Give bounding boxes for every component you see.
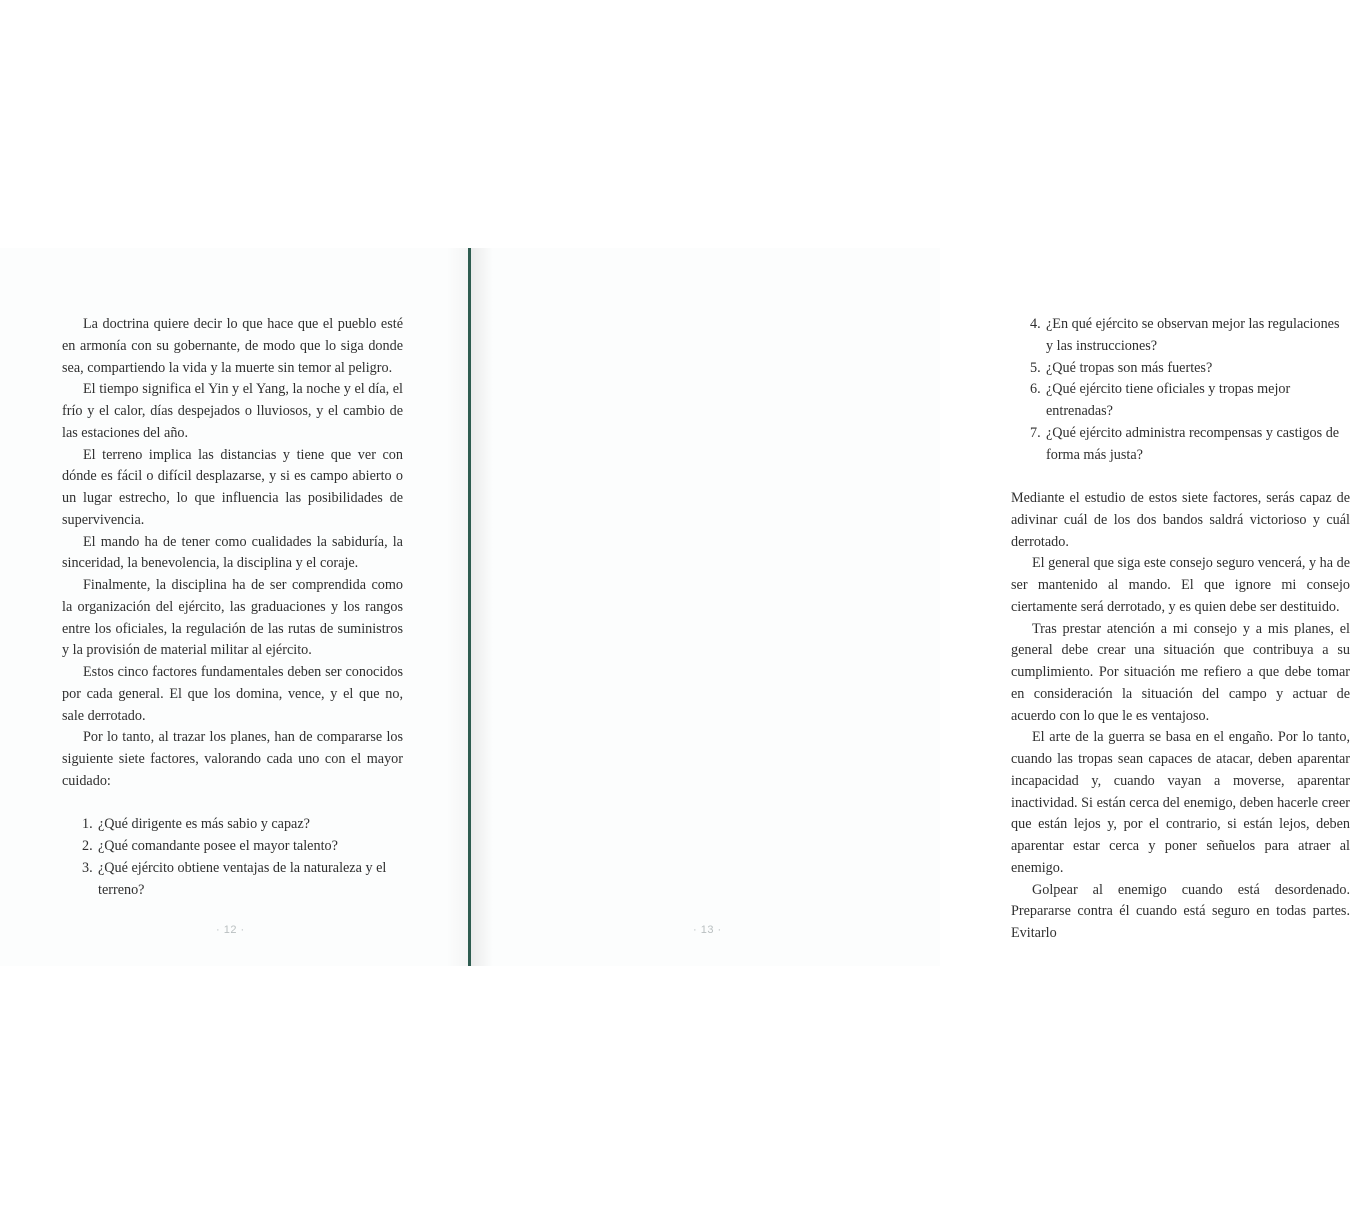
paragraph: Estos cinco factores fundamentales deben ser conocidos por cada general. El que los domina, vence, y el que no, sale derrotado. [62,664,403,724]
paragraph: Golpear al enemigo cuando está desordenado. Prepararse contra él cuando está seguro en todas partes. Evitarlo [1011,881,1350,941]
list-item [1011,358,1350,380]
list-text: ¿Qué ejército administra recompensas y castigos de forma más justa? [1046,424,1340,463]
list-item [62,814,403,836]
page-number: · 13 · [693,924,722,936]
paragraph: La doctrina quiere decir lo que hace que el pueblo esté en armonía con su gobernante, de modo que lo siga donde sea, compartiendo la vida y la muerte sin temor al peligro. [62,316,403,376]
list-number: 6. [1030,381,1041,398]
gutter-shadow [446,248,468,966]
list-number: 7. [1030,424,1041,441]
list-number: 2. [82,838,93,854]
gutter-shadow [471,248,493,966]
paragraph: El tiempo significa el Yin y el Yang, la noche y el día, el frío y el calor, días despejados o lluviosos, y el cambio de las estaciones del año. [62,381,403,441]
right-page-text [1011,314,1350,945]
paragraph: Tras prestar atención a mi consejo y a mis planes, el general debe crear una situación que contribuya a su cumplimiento. Por situación me refiero a que debe tomar en consideración la situación del campo y actuar de acuerdo con lo que le es ventajoso. [1011,620,1350,724]
list-number: 3. [82,859,93,876]
list-text: ¿Qué dirigente es más sabio y capaz? [98,816,310,833]
left-page [0,248,468,966]
list-number: 5. [1030,359,1041,376]
list-item [62,836,403,858]
list-text: ¿En qué ejército se observan mejor las regulaciones y las instrucciones? [1046,316,1340,354]
page-number: · 12 · [216,924,245,936]
list-text: ¿Qué comandante posee el mayor talento? [98,838,338,854]
book-spread [0,248,1350,966]
right-page [471,248,1350,966]
list-number: 1. [82,816,93,833]
paragraph: Por lo tanto, al trazar los planes, han de compararse los siguiente siete factores, valorando cada uno con el mayor cuidado: [62,729,403,789]
paragraph: El terreno implica las distancias y tiene que ver con dónde es fácil o difícil desplazarse, y si es campo abierto o un lugar estrecho, lo que influencia las posibilidades de supervivencia. [62,446,403,528]
blank-line [1011,466,1350,488]
paragraph: Finalmente, la disciplina ha de ser comprendida como la organización del ejército, las graduaciones y los rangos entre los oficiales, la regulación de las rutas de suministros y la provisión de material militar al ejército. [62,577,403,659]
paragraph: El arte de la guerra se basa en el engaño. Por lo tanto, cuando las tropas sean capaces de atacar, deben aparentar incapacidad y, cuando vayan a moverse, aparentar inactividad. Si están cerca del enemigo, deben hacerle creer que están lejos y, por el contrario, si están lejos, deben aparentar estar cerca y poner señuelos para atraer al enemigo. [1011,729,1350,876]
blank-line [62,793,403,815]
list-number: 4. [1030,316,1041,332]
list-item [1011,314,1350,358]
list-text: ¿Qué ejército tiene oficiales y tropas mejor entrenadas? [1046,381,1291,419]
lead-paragraph: Mediante el estudio de estos siete factores, serás capaz de adivinar cuál de los dos bandos saldrá victorioso y cuál derrotado. [1011,490,1350,550]
list-text: ¿Qué tropas son más fuertes? [1046,359,1213,376]
left-page-text [62,314,403,901]
list-item [1011,423,1350,467]
paragraph: El general que siga este consejo seguro vencerá, y ha de ser mantenido al mando. El que ignore mi consejo ciertamente será derrotado, y es quien debe ser destituido. [1011,555,1350,615]
paragraph: El mando ha de tener como cualidades la sabiduría, la sinceridad, la benevolencia, la disciplina y el coraje. [62,533,403,572]
list-item [62,858,403,902]
list-text: ¿Qué ejército obtiene ventajas de la naturaleza y el terreno? [98,859,387,898]
list-item [1011,379,1350,423]
